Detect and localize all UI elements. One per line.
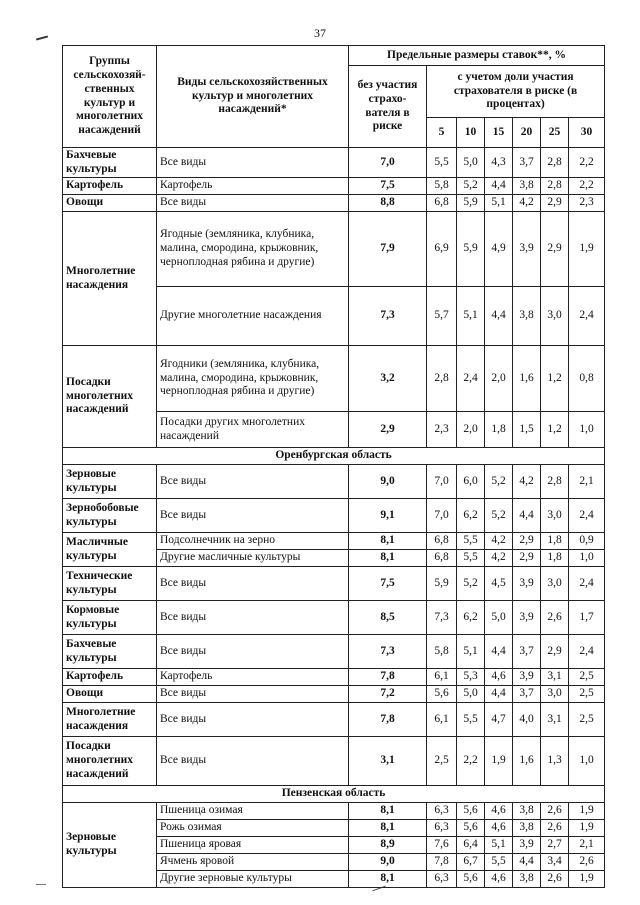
value-cell: 3,1	[541, 669, 569, 686]
value-cell: 7,8	[427, 854, 457, 871]
group-cell: Кормовые культуры	[63, 601, 157, 635]
table-row	[63, 669, 605, 686]
kind-cell: Все виды	[157, 686, 349, 703]
value-cell: 2,2	[457, 737, 485, 786]
value-cell: 3,8	[513, 803, 541, 820]
value-cell: 2,2	[569, 148, 605, 178]
value-cell: 2,0	[457, 412, 485, 448]
group-cell: Картофель	[63, 178, 157, 195]
kind-cell: Подсолнечник на зерно	[157, 533, 349, 550]
value-cell: 2,8	[541, 178, 569, 195]
table-row	[63, 635, 605, 669]
rate-cell: 9,1	[349, 499, 427, 533]
table-row	[63, 803, 605, 820]
value-cell: 1,9	[569, 212, 605, 287]
rate-cell: 7,5	[349, 178, 427, 195]
value-cell: 4,4	[513, 854, 541, 871]
value-cell: 1,9	[569, 803, 605, 820]
rate-cell: 7,8	[349, 703, 427, 737]
value-cell: 3,9	[513, 567, 541, 601]
value-cell: 2,9	[541, 212, 569, 287]
rate-cell: 7,5	[349, 567, 427, 601]
kind-cell: Все виды	[157, 567, 349, 601]
value-cell: 2,3	[427, 412, 457, 448]
group-cell: Посадки многолетних насаждений	[63, 346, 157, 448]
kind-cell: Другие зерновые культуры	[157, 871, 349, 888]
value-cell: 6,0	[457, 465, 485, 499]
value-cell: 5,5	[457, 550, 485, 567]
value-cell: 5,1	[457, 287, 485, 346]
value-cell: 5,3	[457, 669, 485, 686]
kind-cell: Все виды	[157, 195, 349, 212]
value-cell: 2,6	[541, 871, 569, 888]
value-cell: 6,8	[427, 195, 457, 212]
value-cell: 4,4	[485, 178, 513, 195]
rate-cell: 3,1	[349, 737, 427, 786]
value-cell: 2,9	[541, 195, 569, 212]
kind-cell: Все виды	[157, 635, 349, 669]
value-cell: 5,8	[427, 178, 457, 195]
scan-mark	[36, 884, 46, 885]
value-cell: 4,2	[485, 550, 513, 567]
value-cell: 2,2	[569, 178, 605, 195]
kind-cell: Другие масличные культуры	[157, 550, 349, 567]
value-cell: 4,7	[485, 703, 513, 737]
value-cell: 1,3	[541, 737, 569, 786]
rate-cell: 2,9	[349, 412, 427, 448]
kind-cell: Пшеница яровая	[157, 837, 349, 854]
region-title: Пензенская область	[63, 786, 605, 803]
rate-cell: 3,2	[349, 346, 427, 412]
kind-cell: Картофель	[157, 178, 349, 195]
value-cell: 5,7	[427, 287, 457, 346]
header-without: без участия страхо-вателя в риске	[349, 66, 427, 148]
region-title: Оренбургская область	[63, 448, 605, 465]
rate-cell: 8,1	[349, 550, 427, 567]
value-cell: 3,9	[513, 669, 541, 686]
header-share: 15	[485, 118, 513, 148]
value-cell: 4,6	[485, 669, 513, 686]
value-cell: 2,1	[569, 837, 605, 854]
value-cell: 2,8	[427, 346, 457, 412]
value-cell: 1,0	[569, 550, 605, 567]
table-row	[63, 499, 605, 533]
value-cell: 5,2	[485, 465, 513, 499]
value-cell: 7,0	[427, 499, 457, 533]
value-cell: 1,7	[569, 601, 605, 635]
value-cell: 5,6	[457, 871, 485, 888]
value-cell: 6,2	[457, 601, 485, 635]
table-row	[63, 533, 605, 550]
table-row	[63, 195, 605, 212]
value-cell: 3,7	[513, 148, 541, 178]
value-cell: 2,6	[541, 803, 569, 820]
value-cell: 5,9	[457, 212, 485, 287]
value-cell: 5,2	[457, 178, 485, 195]
value-cell: 7,3	[427, 601, 457, 635]
value-cell: 4,0	[513, 703, 541, 737]
value-cell: 2,7	[541, 837, 569, 854]
value-cell: 2,9	[541, 635, 569, 669]
value-cell: 3,9	[513, 837, 541, 854]
value-cell: 6,7	[457, 854, 485, 871]
value-cell: 3,8	[513, 871, 541, 888]
rate-cell: 8,1	[349, 803, 427, 820]
header-share: 5	[427, 118, 457, 148]
rate-cell: 7,8	[349, 669, 427, 686]
value-cell: 4,4	[485, 686, 513, 703]
group-cell: Масличные культуры	[63, 533, 157, 567]
group-cell: Многолетние насаждения	[63, 212, 157, 346]
group-cell: Картофель	[63, 669, 157, 686]
value-cell: 5,2	[485, 499, 513, 533]
value-cell: 5,1	[485, 837, 513, 854]
value-cell: 7,0	[427, 465, 457, 499]
value-cell: 2,9	[513, 533, 541, 550]
group-cell: Технические культуры	[63, 567, 157, 601]
table-row	[63, 178, 605, 195]
value-cell: 5,8	[427, 635, 457, 669]
value-cell: 4,3	[485, 148, 513, 178]
value-cell: 2,6	[541, 601, 569, 635]
value-cell: 2,4	[457, 346, 485, 412]
value-cell: 1,9	[485, 737, 513, 786]
value-cell: 2,4	[569, 499, 605, 533]
value-cell: 3,8	[513, 820, 541, 837]
table-row	[63, 737, 605, 786]
table-row	[63, 212, 605, 287]
rate-cell: 7,9	[349, 212, 427, 287]
kind-cell: Все виды	[157, 737, 349, 786]
value-cell: 5,5	[485, 854, 513, 871]
value-cell: 2,6	[541, 820, 569, 837]
value-cell: 6,8	[427, 550, 457, 567]
value-cell: 3,4	[541, 854, 569, 871]
rate-cell: 8,1	[349, 533, 427, 550]
value-cell: 0,8	[569, 346, 605, 412]
kind-cell: Все виды	[157, 148, 349, 178]
table-row	[63, 148, 605, 178]
kind-cell: Ягодные (земляника, клубника, малина, смородина, крыжовник, черноплодная рябина и другие)	[157, 212, 349, 287]
group-cell: Овощи	[63, 686, 157, 703]
rate-cell: 8,5	[349, 601, 427, 635]
value-cell: 2,5	[569, 703, 605, 737]
value-cell: 6,9	[427, 212, 457, 287]
value-cell: 5,0	[485, 601, 513, 635]
value-cell: 4,6	[485, 871, 513, 888]
group-cell: Бахчевые культуры	[63, 148, 157, 178]
value-cell: 4,5	[485, 567, 513, 601]
rate-cell: 7,0	[349, 148, 427, 178]
kind-cell: Пшеница озимая	[157, 803, 349, 820]
value-cell: 2,1	[569, 465, 605, 499]
group-cell: Посадки многолетних насаждений	[63, 737, 157, 786]
value-cell: 6,3	[427, 871, 457, 888]
value-cell: 2,3	[569, 195, 605, 212]
value-cell: 1,8	[541, 533, 569, 550]
value-cell: 2,9	[513, 550, 541, 567]
table-row	[63, 686, 605, 703]
value-cell: 4,4	[485, 287, 513, 346]
value-cell: 4,4	[513, 499, 541, 533]
value-cell: 2,4	[569, 567, 605, 601]
value-cell: 1,6	[513, 346, 541, 412]
value-cell: 3,0	[541, 686, 569, 703]
value-cell: 6,1	[427, 703, 457, 737]
value-cell: 5,1	[457, 635, 485, 669]
value-cell: 2,8	[541, 148, 569, 178]
value-cell: 2,5	[569, 686, 605, 703]
value-cell: 1,2	[541, 412, 569, 448]
value-cell: 5,9	[457, 195, 485, 212]
value-cell: 1,5	[513, 412, 541, 448]
rate-cell: 8,8	[349, 195, 427, 212]
value-cell: 5,9	[427, 567, 457, 601]
kind-cell: Картофель	[157, 669, 349, 686]
group-cell: Зерновые культуры	[63, 465, 157, 499]
value-cell: 1,0	[569, 737, 605, 786]
rate-cell: 9,0	[349, 465, 427, 499]
value-cell: 1,6	[513, 737, 541, 786]
table-row	[63, 346, 605, 412]
rate-cell: 7,3	[349, 635, 427, 669]
rate-cell: 8,9	[349, 837, 427, 854]
header-with: с учетом доли участия страхователя в риске (в процентах)	[427, 66, 605, 118]
kind-cell: Рожь озимая	[157, 820, 349, 837]
value-cell: 6,4	[457, 837, 485, 854]
value-cell: 3,7	[513, 635, 541, 669]
value-cell: 5,1	[485, 195, 513, 212]
rate-cell: 9,0	[349, 854, 427, 871]
value-cell: 5,5	[457, 533, 485, 550]
page-number: 37	[314, 26, 326, 40]
kind-cell: Посадки других многолетних насаждений	[157, 412, 349, 448]
value-cell: 5,2	[457, 567, 485, 601]
value-cell: 6,3	[427, 820, 457, 837]
rate-cell: 8,1	[349, 820, 427, 837]
value-cell: 3,8	[513, 178, 541, 195]
value-cell: 5,5	[457, 703, 485, 737]
group-cell: Бахчевые культуры	[63, 635, 157, 669]
value-cell: 2,8	[541, 465, 569, 499]
value-cell: 0,9	[569, 533, 605, 550]
table-row	[63, 465, 605, 499]
value-cell: 1,0	[569, 412, 605, 448]
kind-cell: Все виды	[157, 601, 349, 635]
header-share: 10	[457, 118, 485, 148]
value-cell: 7,6	[427, 837, 457, 854]
group-cell: Зернобобовые культуры	[63, 499, 157, 533]
value-cell: 1,8	[485, 412, 513, 448]
value-cell: 3,9	[513, 601, 541, 635]
kind-cell: Ягодники (земляника, клубника, малина, смородина, крыжовник, черноплодная рябина и другие)	[157, 346, 349, 412]
rates-table	[62, 45, 605, 888]
value-cell: 2,4	[569, 635, 605, 669]
value-cell: 2,0	[485, 346, 513, 412]
kind-cell: Другие многолетние насаждения	[157, 287, 349, 346]
value-cell: 1,8	[541, 550, 569, 567]
table-row	[63, 601, 605, 635]
header-share: 20	[513, 118, 541, 148]
value-cell: 4,4	[485, 635, 513, 669]
value-cell: 6,3	[427, 803, 457, 820]
header-share: 30	[569, 118, 605, 148]
group-cell: Зерновые культуры	[63, 803, 157, 888]
value-cell: 1,9	[569, 871, 605, 888]
value-cell: 3,0	[541, 499, 569, 533]
value-cell: 3,1	[541, 703, 569, 737]
value-cell: 3,9	[513, 212, 541, 287]
table-row	[63, 567, 605, 601]
rate-cell: 8,1	[349, 871, 427, 888]
region-row	[63, 786, 605, 803]
kind-cell: Все виды	[157, 499, 349, 533]
rate-cell: 7,3	[349, 287, 427, 346]
value-cell: 2,5	[569, 669, 605, 686]
value-cell: 3,0	[541, 567, 569, 601]
value-cell: 4,9	[485, 212, 513, 287]
header-share: 25	[541, 118, 569, 148]
value-cell: 3,7	[513, 686, 541, 703]
value-cell: 5,6	[457, 820, 485, 837]
region-row	[63, 448, 605, 465]
value-cell: 2,4	[569, 287, 605, 346]
value-cell: 5,0	[457, 686, 485, 703]
value-cell: 5,6	[427, 686, 457, 703]
value-cell: 5,0	[457, 148, 485, 178]
value-cell: 2,5	[427, 737, 457, 786]
value-cell: 1,2	[541, 346, 569, 412]
kind-cell: Ячмень яровой	[157, 854, 349, 871]
value-cell: 4,6	[485, 820, 513, 837]
kind-cell: Все виды	[157, 703, 349, 737]
value-cell: 6,2	[457, 499, 485, 533]
header-limits: Предельные размеры ставок**, %	[349, 46, 605, 66]
value-cell: 5,5	[427, 148, 457, 178]
rate-cell: 7,2	[349, 686, 427, 703]
value-cell: 3,8	[513, 287, 541, 346]
table-row	[63, 703, 605, 737]
value-cell: 4,2	[513, 195, 541, 212]
kind-cell: Все виды	[157, 465, 349, 499]
header-group: Группы сельскохозяй-ственных культур и многолетних насаждений	[63, 46, 157, 148]
value-cell: 5,6	[457, 803, 485, 820]
group-cell: Овощи	[63, 195, 157, 212]
value-cell: 3,0	[541, 287, 569, 346]
value-cell: 4,6	[485, 803, 513, 820]
value-cell: 2,6	[569, 854, 605, 871]
value-cell: 1,9	[569, 820, 605, 837]
value-cell: 6,1	[427, 669, 457, 686]
group-cell: Многолетние насаждения	[63, 703, 157, 737]
value-cell: 6,8	[427, 533, 457, 550]
header-kind: Виды сельскохозяйственных культур и многолетних насаждений*	[157, 46, 349, 148]
value-cell: 4,2	[513, 465, 541, 499]
value-cell: 4,2	[485, 533, 513, 550]
